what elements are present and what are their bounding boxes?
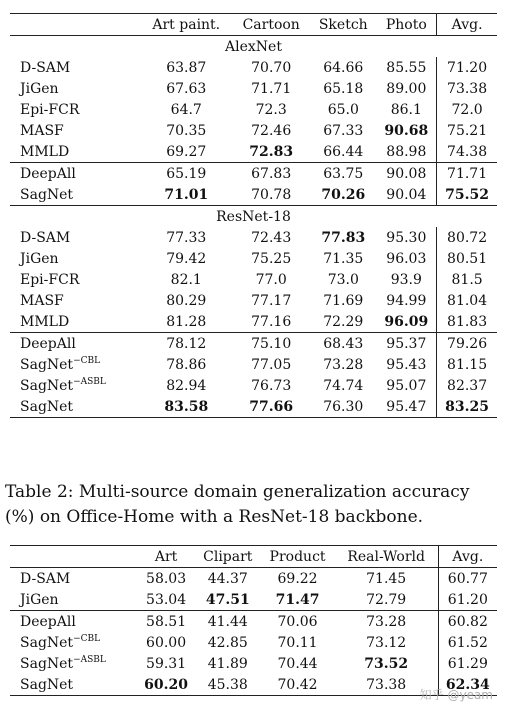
method-name [10, 290, 140, 311]
table-row [10, 354, 497, 375]
accuracy-value: 80.51 [437, 248, 497, 269]
accuracy-value: 70.06 [260, 611, 334, 633]
method-variant: −ASBL [73, 654, 106, 665]
accuracy-value: 86.1 [390, 101, 422, 118]
accuracy-value: 61.52 [438, 632, 497, 653]
method-label: MASF [20, 122, 64, 139]
accuracy-value: 82.1 [170, 271, 202, 288]
method-label: Epi-FCR [20, 271, 80, 288]
table-row [10, 57, 497, 78]
accuracy-value: 72.29 [323, 313, 364, 330]
accuracy-value: 89.00 [386, 80, 427, 97]
method-name [10, 269, 140, 290]
accuracy-value: 73.0 [327, 271, 359, 288]
watermark: 知乎 @yeam [419, 688, 493, 702]
method-label: SagNet [20, 377, 74, 394]
accuracy-value: 76.30 [310, 396, 376, 418]
accuracy-value: 70.78 [251, 186, 292, 203]
accuracy-value: 71.45 [335, 568, 439, 590]
accuracy-value: 71.71 [437, 163, 497, 185]
accuracy-value: 71.47 [275, 591, 320, 608]
method-label: SagNet [20, 186, 74, 203]
table-row [10, 248, 497, 269]
accuracy-value: 81.15 [437, 354, 497, 375]
column-header: Product [260, 546, 334, 568]
column-header: Avg. [437, 14, 497, 36]
accuracy-value: 72.3 [255, 101, 287, 118]
accuracy-value: 81.04 [437, 290, 497, 311]
accuracy-value: 77.0 [255, 271, 287, 288]
method-label: JiGen [20, 591, 59, 608]
accuracy-value: 65.19 [140, 163, 232, 185]
column-header: Clipart [195, 546, 260, 568]
column-header: Sketch [310, 14, 376, 36]
method-name [10, 57, 140, 78]
accuracy-value: 47.51 [205, 591, 250, 608]
accuracy-value: 61.29 [438, 653, 497, 674]
method-name [10, 311, 140, 333]
column-header: Art [137, 546, 195, 568]
method-label: SagNet [20, 398, 74, 415]
accuracy-value: 60.77 [438, 568, 497, 590]
accuracy-value: 96.09 [384, 313, 429, 330]
accuracy-value: 70.70 [251, 59, 292, 76]
accuracy-value: 78.12 [140, 333, 232, 355]
accuracy-value: 75.25 [251, 250, 292, 267]
accuracy-value: 65.0 [327, 101, 359, 118]
accuracy-value: 70.42 [260, 674, 334, 696]
accuracy-value: 73.28 [323, 356, 364, 373]
column-header [10, 14, 140, 36]
method-label: DeepAll [20, 613, 76, 630]
accuracy-value: 71.01 [164, 186, 209, 203]
accuracy-value: 64.7 [170, 101, 202, 118]
header-row [10, 546, 497, 568]
accuracy-value: 79.26 [437, 333, 497, 355]
accuracy-value: 67.83 [232, 163, 310, 185]
table-row [10, 375, 497, 396]
method-name [10, 396, 140, 418]
table-row [10, 269, 497, 290]
accuracy-value: 90.08 [376, 163, 436, 185]
table-row [10, 227, 497, 248]
method-variant: −ASBL [73, 376, 106, 387]
method-name [10, 354, 140, 375]
table-row [10, 78, 497, 99]
accuracy-value: 95.30 [386, 229, 427, 246]
accuracy-value: 76.73 [251, 377, 292, 394]
method-name [10, 333, 140, 355]
method-name [10, 589, 137, 611]
accuracy-value: 44.37 [195, 568, 260, 590]
accuracy-value: 85.55 [386, 59, 427, 76]
accuracy-value: 95.07 [386, 377, 427, 394]
accuracy-value: 72.79 [366, 591, 407, 608]
method-label: SagNet [20, 356, 74, 373]
accuracy-value: 88.98 [386, 143, 427, 160]
accuracy-value: 77.17 [251, 292, 292, 309]
accuracy-value: 82.94 [166, 377, 207, 394]
accuracy-value: 75.21 [437, 120, 497, 141]
table-row [10, 396, 497, 418]
table-row [10, 184, 497, 206]
table-row [10, 589, 497, 611]
accuracy-value: 63.75 [310, 163, 376, 185]
accuracy-value: 69.22 [260, 568, 334, 590]
table-row [10, 611, 497, 633]
accuracy-value: 81.28 [166, 313, 207, 330]
accuracy-value: 71.69 [323, 292, 364, 309]
method-variant: −CBL [73, 633, 101, 644]
method-name [10, 99, 140, 120]
method-label: JiGen [20, 250, 59, 267]
method-name [10, 568, 137, 590]
accuracy-value: 42.85 [207, 634, 248, 651]
accuracy-value: 61.20 [438, 589, 497, 611]
accuracy-value: 81.83 [437, 311, 497, 333]
method-label: MMLD [20, 143, 70, 160]
table-row [10, 120, 497, 141]
accuracy-value: 69.27 [166, 143, 207, 160]
method-name [10, 674, 137, 696]
method-name [10, 184, 140, 206]
column-header: Photo [376, 14, 436, 36]
accuracy-value: 77.83 [321, 229, 366, 246]
accuracy-value: 70.11 [277, 634, 318, 651]
accuracy-value: 60.82 [438, 611, 497, 633]
method-label: DeepAll [20, 165, 76, 182]
accuracy-value: 71.20 [437, 57, 497, 78]
accuracy-value: 53.04 [146, 591, 187, 608]
accuracy-value: 72.46 [251, 122, 292, 139]
accuracy-value: 58.51 [137, 611, 195, 633]
accuracy-value: 94.99 [386, 292, 427, 309]
accuracy-value: 95.43 [386, 356, 427, 373]
section-row [10, 36, 497, 58]
accuracy-value: 82.37 [437, 375, 497, 396]
method-name [10, 78, 140, 99]
table-row [10, 163, 497, 185]
accuracy-value: 60.20 [137, 674, 195, 696]
method-variant: −CBL [73, 355, 101, 366]
accuracy-value: 90.04 [386, 186, 427, 203]
method-label: JiGen [20, 80, 59, 97]
accuracy-value: 83.25 [437, 396, 497, 418]
accuracy-value: 63.87 [166, 59, 207, 76]
method-name [10, 120, 140, 141]
method-name [10, 163, 140, 185]
table-2-caption: Table 2: Multi-source domain generalization accuracy (%) on Office-Home with a ResNet-18 backbone. [5, 482, 470, 527]
accuracy-value: 71.35 [323, 250, 364, 267]
method-name [10, 611, 137, 633]
accuracy-value: 70.35 [166, 122, 207, 139]
table-row [10, 141, 497, 163]
accuracy-value: 71.71 [251, 80, 292, 97]
method-name [10, 375, 140, 396]
accuracy-value: 41.89 [207, 655, 248, 672]
method-label: SagNet [20, 655, 74, 672]
table-row [10, 632, 497, 653]
method-label: SagNet [20, 634, 74, 651]
method-name [10, 141, 140, 163]
accuracy-value: 75.10 [232, 333, 310, 355]
accuracy-value: 72.0 [437, 99, 497, 120]
accuracy-value: 81.5 [437, 269, 497, 290]
accuracy-value: 72.43 [251, 229, 292, 246]
table-row [10, 653, 497, 674]
pacs-results-table [10, 13, 497, 418]
accuracy-value: 62.34 [438, 674, 497, 696]
column-header: Art paint. [140, 14, 232, 36]
method-name [10, 227, 140, 248]
accuracy-value: 70.44 [277, 655, 318, 672]
method-label: D-SAM [20, 570, 71, 587]
accuracy-value: 77.66 [232, 396, 310, 418]
table-row [10, 99, 497, 120]
accuracy-value: 64.66 [323, 59, 364, 76]
accuracy-value: 66.44 [323, 143, 364, 160]
table-row [10, 568, 497, 590]
accuracy-value: 75.52 [437, 184, 497, 206]
accuracy-value: 41.44 [195, 611, 260, 633]
section-row [10, 206, 497, 228]
accuracy-value: 78.86 [166, 356, 207, 373]
method-label: MASF [20, 292, 64, 309]
column-header: Real-World [335, 546, 439, 568]
column-header [10, 546, 137, 568]
accuracy-value: 67.63 [166, 80, 207, 97]
accuracy-value: 95.47 [376, 396, 436, 418]
office-home-results-table [10, 545, 497, 696]
header-row [10, 14, 497, 36]
accuracy-value: 59.31 [146, 655, 187, 672]
table-row [10, 333, 497, 355]
column-header: Cartoon [232, 14, 310, 36]
accuracy-value: 79.42 [166, 250, 207, 267]
accuracy-value: 73.38 [437, 78, 497, 99]
accuracy-value: 72.83 [249, 143, 294, 160]
accuracy-value: 90.68 [384, 122, 429, 139]
accuracy-value: 65.18 [323, 80, 364, 97]
accuracy-value: 93.9 [390, 271, 422, 288]
accuracy-value: 68.43 [310, 333, 376, 355]
method-label: D-SAM [20, 59, 71, 76]
accuracy-value: 73.52 [364, 655, 409, 672]
method-label: D-SAM [20, 229, 71, 246]
accuracy-value: 77.16 [251, 313, 292, 330]
method-name [10, 653, 137, 674]
method-name [10, 632, 137, 653]
accuracy-value: 73.12 [366, 634, 407, 651]
table-row [10, 290, 497, 311]
section-title: AlexNet [10, 36, 497, 58]
accuracy-value: 73.38 [335, 674, 439, 696]
method-label: DeepAll [20, 335, 76, 352]
section-title: ResNet-18 [10, 206, 497, 228]
accuracy-value: 74.38 [437, 141, 497, 163]
accuracy-value: 60.00 [146, 634, 187, 651]
accuracy-value: 96.03 [386, 250, 427, 267]
accuracy-value: 74.74 [323, 377, 364, 394]
accuracy-value: 73.28 [335, 611, 439, 633]
accuracy-value: 77.33 [166, 229, 207, 246]
accuracy-value: 80.29 [166, 292, 207, 309]
accuracy-value: 58.03 [137, 568, 195, 590]
accuracy-value: 77.05 [251, 356, 292, 373]
table-row [10, 311, 497, 333]
column-header: Avg. [438, 546, 497, 568]
accuracy-value: 45.38 [195, 674, 260, 696]
method-label: SagNet [20, 676, 74, 693]
method-name [10, 248, 140, 269]
accuracy-value: 80.72 [437, 227, 497, 248]
method-label: MMLD [20, 313, 70, 330]
accuracy-value: 67.33 [323, 122, 364, 139]
accuracy-value: 95.37 [376, 333, 436, 355]
accuracy-value: 83.58 [140, 396, 232, 418]
method-label: Epi-FCR [20, 101, 80, 118]
accuracy-value: 70.26 [321, 186, 366, 203]
